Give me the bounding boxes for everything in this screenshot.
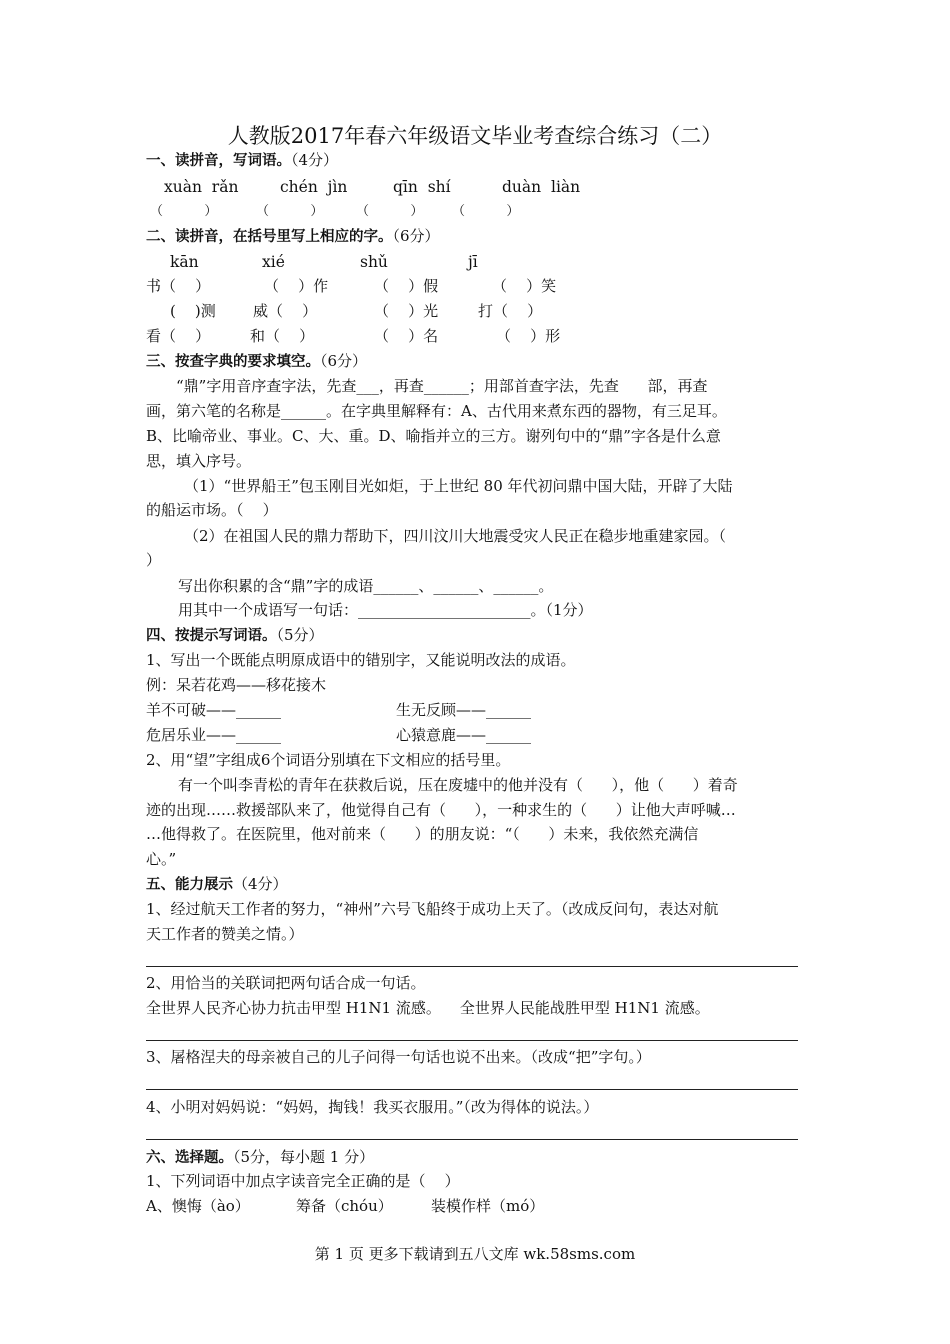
char-blank[interactable]: 和（ ） bbox=[250, 327, 315, 345]
option-a: A、懊悔（ào） bbox=[146, 1197, 250, 1215]
char-blank[interactable]: ( )测 bbox=[170, 302, 216, 320]
answer-blank[interactable]: （ ） bbox=[150, 204, 218, 219]
option-item: 筹备（chóu） bbox=[296, 1197, 393, 1215]
section-6-heading: 六、选择题。（5分，每小题 1 分） bbox=[146, 1148, 375, 1166]
answer-line[interactable] bbox=[146, 966, 798, 967]
pinyin-1: xuàn rǎn bbox=[164, 178, 239, 196]
paragraph-line: 有一个叫李青松的青年在获救后说，压在废墟中的他并没有（ ），他（ ）着奇 bbox=[178, 776, 738, 794]
section-3-heading: 三、按查字典的要求填空。（6分） bbox=[146, 352, 368, 370]
char-blank[interactable]: （ ）名 bbox=[374, 327, 439, 345]
answer-line[interactable] bbox=[146, 1089, 798, 1090]
answer-blank[interactable]: （ ） bbox=[356, 204, 424, 219]
char-blank[interactable]: 打（ ） bbox=[478, 302, 543, 320]
option-item: 装模作样（mó） bbox=[431, 1197, 545, 1215]
char-blank[interactable]: （ ）笑 bbox=[492, 277, 557, 295]
paragraph-line: 写出你积累的含“鼎”字的成语______、______、______。 bbox=[178, 577, 554, 595]
char-blank[interactable]: （ ）光 bbox=[374, 302, 439, 320]
pinyin-xie: xié bbox=[262, 253, 285, 271]
answer-line[interactable] bbox=[146, 1040, 798, 1041]
paragraph-line: 迹的出现……救援部队来了，他觉得自己有（ ），一种求生的（ ）让他大声呼喊… bbox=[146, 801, 736, 819]
paragraph-line: 思，填入序号。 bbox=[146, 452, 252, 470]
page-footer: 第 1 页 更多下载请到五八文库 wk.58sms.com bbox=[314, 1245, 636, 1263]
question-line: 2、用恰当的关联词把两句话合成一句话。 bbox=[146, 974, 426, 992]
paragraph-line: B、比喻帝业、事业。C、大、重。D、喻指并立的三方。谢列句中的“鼎”字各是什么意 bbox=[146, 427, 721, 445]
char-blank[interactable]: （ ）形 bbox=[496, 327, 561, 345]
question-line: 4、小明对妈妈说：“妈妈，掏钱！我买衣服用。”（改为得体的说法。） bbox=[146, 1098, 599, 1116]
question-line: 1、下列词语中加点字读音完全正确的是（ ） bbox=[146, 1172, 460, 1190]
paragraph-line: 用其中一个成语写一句话：_______________________。（1分） bbox=[178, 601, 593, 619]
question-line: 1、经过航天工作者的努力，“神州”六号飞船终于成功上天了。（改成反问句，表达对航 bbox=[146, 900, 719, 918]
char-blank[interactable]: 书（ ） bbox=[146, 277, 211, 295]
section-5-heading: 五、能力展示（4分） bbox=[146, 875, 288, 893]
answer-blank[interactable]: （ ） bbox=[256, 204, 324, 219]
question-line: 3、屠格涅夫的母亲被自己的儿子问得一句话也说不出来。（改成“把”字句。） bbox=[146, 1048, 651, 1066]
idiom-blank[interactable]: 危居乐业——______ bbox=[146, 726, 282, 744]
paragraph-line: 画，第六笔的名称是______。在字典里解释有：A、古代用来煮东西的器物，有三足耳。 bbox=[146, 402, 727, 420]
pinyin-3: qīn shí bbox=[393, 178, 451, 196]
char-blank[interactable]: （ ）作 bbox=[264, 277, 329, 295]
question-line: 天工作者的赞美之情。） bbox=[146, 925, 304, 943]
paragraph-line: 的船运市场。（ ） bbox=[146, 501, 278, 519]
page-title: 人教版2017年春六年级语文毕业考查综合练习（二） bbox=[227, 124, 723, 148]
char-blank[interactable]: 看（ ） bbox=[146, 327, 211, 345]
section-1-heading: 一、读拼音，写词语。（4分） bbox=[146, 151, 339, 169]
idiom-blank[interactable]: 生无反顾——______ bbox=[396, 701, 532, 719]
paragraph-line: “鼎”字用音序查字法，先查___，再查______；用部首查字法，先查 部，再查 bbox=[176, 377, 708, 395]
char-blank[interactable]: 威（ ） bbox=[253, 302, 318, 320]
char-blank[interactable]: （ ）假 bbox=[374, 277, 439, 295]
example-line: 例：呆若花鸡——移花接木 bbox=[146, 676, 327, 694]
question-line: 1、写出一个既能点明原成语中的错别字，又能说明改法的成语。 bbox=[146, 651, 576, 669]
pinyin-2: chén jìn bbox=[280, 178, 348, 196]
pinyin-4: duàn liàn bbox=[502, 178, 581, 196]
idiom-blank[interactable]: 羊不可破——______ bbox=[146, 701, 282, 719]
paragraph-line: …他得救了。在医院里，他对前来（ ）的朋友说：“（ ）未来，我依然充满信 bbox=[146, 825, 699, 843]
section-2-heading: 二、读拼音，在括号里写上相应的字。（6分） bbox=[146, 227, 440, 245]
pinyin-kan: kān bbox=[170, 253, 199, 271]
idiom-blank[interactable]: 心猿意鹿——______ bbox=[396, 726, 532, 744]
answer-blank[interactable]: （ ） bbox=[452, 204, 520, 219]
paragraph-line: 心。” bbox=[146, 850, 177, 868]
section-4-heading: 四、按提示写词语。（5分） bbox=[146, 626, 324, 644]
paragraph-line: （1）“世界船王”包玉刚目光如炬，于上世纪 80 年代初问鼎中国大陆，开辟了大陆 bbox=[184, 477, 733, 495]
paragraph-line: （2）在祖国人民的鼎力帮助下，四川汶川大地震受灾人民正在稳步地重建家园。（ bbox=[184, 527, 727, 545]
pinyin-ji: jī bbox=[468, 253, 478, 271]
answer-line[interactable] bbox=[146, 1139, 798, 1140]
pinyin-shu: shǔ bbox=[360, 253, 388, 271]
question-line: 全世界人民齐心协力抗击甲型 H1N1 流感。 全世界人民能战胜甲型 H1N1 流感。 bbox=[146, 999, 710, 1017]
paragraph-line: ） bbox=[146, 551, 162, 569]
question-line: 2、用“望”字组成6个词语分别填在下文相应的括号里。 bbox=[146, 751, 511, 769]
